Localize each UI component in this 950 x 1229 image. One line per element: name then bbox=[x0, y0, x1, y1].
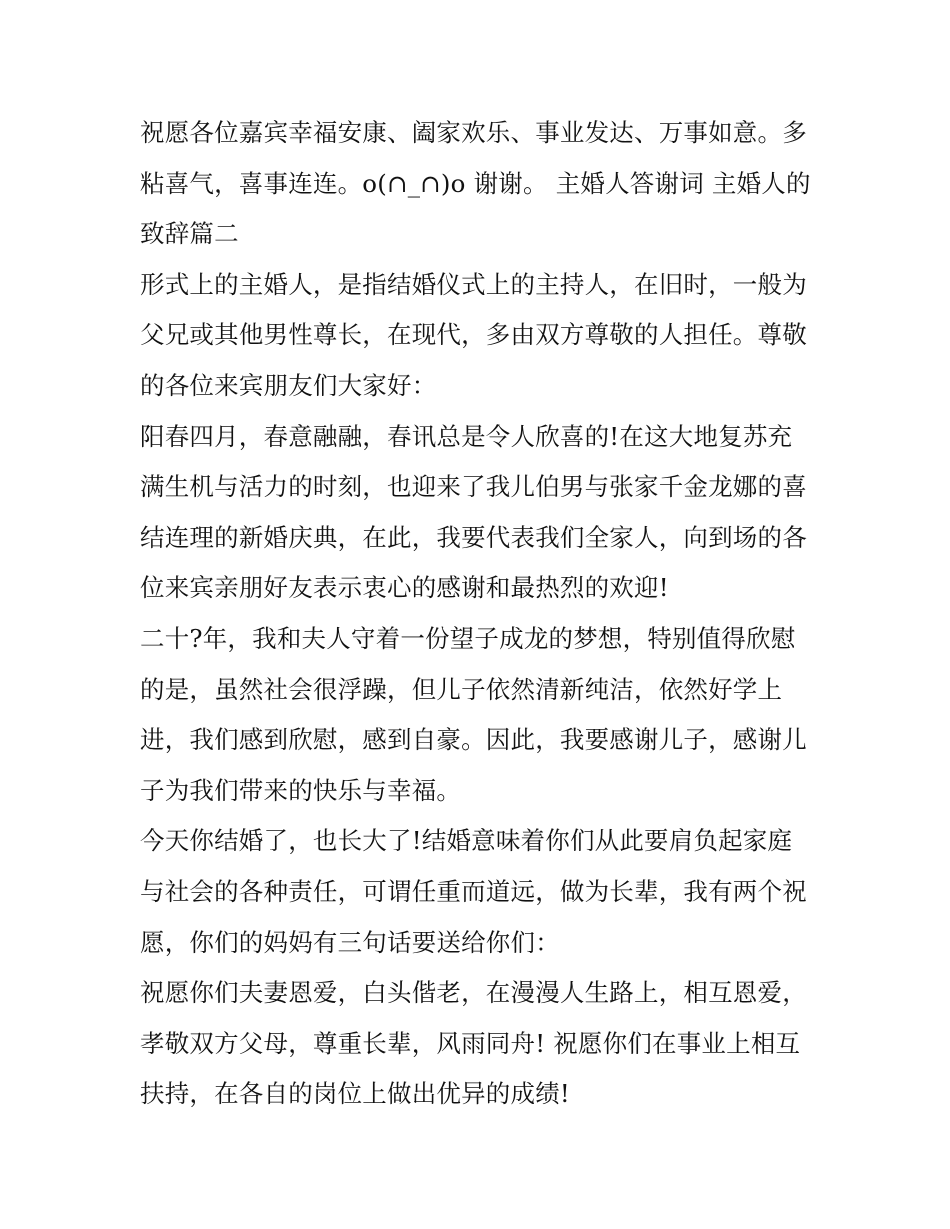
text-line: 位来宾亲朋好友表示衷心的感谢和最热烈的欢迎! bbox=[140, 573, 669, 603]
text-line: 与社会的各种责任，可谓任重而道远，做为长辈，我有两个祝 bbox=[140, 876, 807, 906]
text-line: 阳春四月，春意融融，春讯总是令人欣喜的!在这大地复苏充 bbox=[140, 421, 793, 451]
text-line: 的是，虽然社会很浮躁，但儿子依然清新纯洁，依然好学上 bbox=[140, 674, 783, 704]
text-line: 祝愿各位嘉宾幸福安康、阖家欢乐、事业发达、万事如意。多 bbox=[140, 118, 807, 147]
text-line: 结连理的新婚庆典，在此，我要代表我们全家人，向到场的各 bbox=[140, 522, 807, 552]
text-line: 祝愿你们夫妻恩爱，白头偕老，在漫漫人生路上，相互恩爱， bbox=[140, 978, 807, 1008]
text-line: 进，我们感到欣慰，感到自豪。因此，我要感谢儿子，感谢儿 bbox=[140, 725, 807, 755]
text-line: 孝敬双方父母，尊重长辈，风雨同舟! 祝愿你们在事业上相互 bbox=[140, 1028, 801, 1058]
text-line: 的各位来宾朋友们大家好： bbox=[140, 370, 437, 400]
text-line: 粘喜气，喜事连连。o(∩_∩)o 谢谢。 主婚人答谢词 主婚人的 bbox=[140, 168, 811, 198]
text-line: 扶持，在各自的岗位上做出优异的成绩! bbox=[140, 1079, 570, 1109]
text-line: 愿，你们的妈妈有三句话要送给你们： bbox=[140, 927, 560, 957]
text-line: 二十?年，我和夫人守着一份望子成龙的梦想，特别值得欣慰 bbox=[140, 623, 796, 653]
text-line: 致辞篇二 bbox=[140, 219, 239, 249]
text-line: 今天你结婚了，也长大了!结婚意味着你们从此要肩负起家庭 bbox=[140, 826, 793, 856]
text-line: 子为我们带来的快乐与幸福。 bbox=[140, 775, 462, 805]
text-line: 父兄或其他男性尊长，在现代，多由双方尊敬的人担任。尊敬 bbox=[140, 320, 807, 350]
text-line: 形式上的主婚人，是指结婚仪式上的主持人，在旧时，一般为 bbox=[140, 269, 807, 299]
text-line: 满生机与活力的时刻，也迎来了我儿伯男与张家千金龙娜的喜 bbox=[140, 472, 807, 502]
